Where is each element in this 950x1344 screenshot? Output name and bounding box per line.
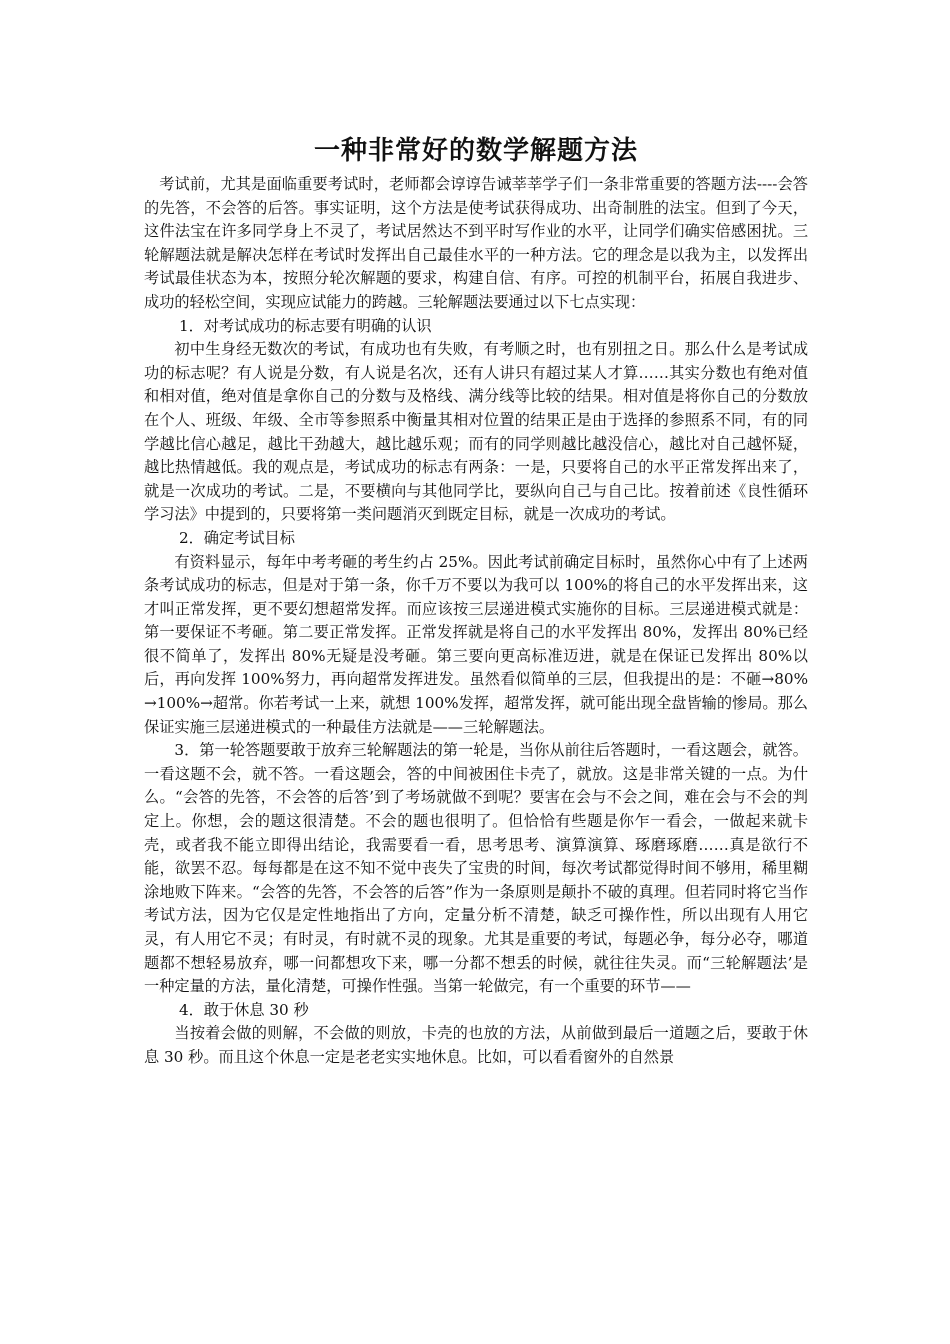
section-1-paragraph: 初中生身经无数次的考试，有成功也有失败，有考顺之时，也有别扭之日。那么什么是考试成功的标志呢？有人说是分数，有人说是名次，还有人讲只有超过某人才算……其实分数也有绝对值和相对值，绝对值是拿你自己的分数与及格线、满分线等比较的结果。相对值是将你自己的分数放在个人、班级、年级、全市等参照系中衡量其相对位置的结果正是由于选择的参照系不同，有的同学越比信心越足，越比干劲越大，越比越乐观；而有的同学则越比越没信心，越比对自己越怀疑，越比热情越低。我的观点是，考试成功的标志有两条：一是，只要将自己的水平正常发挥出来了，就是一次成功的考试。二是，不要横向与其他同学比，要纵向自己与自己比。按着前述《良性循环学习法》中提到的，只要将第一类问题消灭到既定目标，就是一次成功的考试。 (144, 340, 808, 524)
section-4-heading: 4．敢于休息 30 秒 (178, 1000, 309, 1019)
document-title: 一种非常好的数学解题方法 (313, 136, 638, 166)
section-3-paragraph: 3．第一轮答题要敢于放弃三轮解题法的第一轮是，当你从前往后答题时，一看这题会，就答。一看这题不会，就不答。一看这题会，答的中间被困住卡壳了，就放。这是非常关键的一点。为什么。“会答的先答，不会答的后答’到了考场就做不到呢？要害在会与不会之间，难在会与不会的判定上。你想，会的题这很清楚。不会的题也很明了。但恰恰有些题是你乍一看会，一做起来就卡壳，或者我不能立即得出结论，我需要看一看，思考思考、演算演算、琢磨琢磨……真是欲行不能，欲罢不忍。每每都是在这不知不觉中丧失了宝贵的时间，每次考试都觉得时间不够用，稀里糊涂地败下阵来。“会答的先答，不会答的后答”作为一条原则是颠扑不破的真理。但若同时将它当作考试方法，因为它仅是定性地指出了方向，定量分析不清楚，缺乏可操作性，所以出现有人用它灵，有人用它不灵；有时灵，有时就不灵的现象。尤其是重要的考试，每题必争，每分必夺，哪道题都不想轻易放弃，哪一问都想攻下来，哪一分都不想丢的时候，就往往失灵。而“三轮解题法’是一种定量的方法，量化清楚，可操作性强。当第一轮做完，有一个重要的环节—— (144, 741, 808, 996)
document-body (144, 133, 808, 1070)
intro-paragraph: 考试前，尤其是面临重要考试时，老师都会谆谆告诫莘莘学子们一条非常重要的答题方法----会答的先答，不会答的后答。事实证明，这个方法是使考试获得成功、出奇制胜的法宝。但到了今天，这件法宝在许多同学身上不灵了，考试居然达不到平时写作业的水平，让同学们确实倍感困扰。三轮解题法就是解决怎样在考试时发挥出自己最佳水平的一种方法。它的理念是以我为主，以发挥出考试最佳状态为本，按照分轮次解题的要求，构建自信、有序。可控的机制平台，拓展自我进步、成功的轻松空间，实现应试能力的跨越。三轮解题法要通过以下七点实现： (144, 175, 808, 311)
section-1-heading: 1．对考试成功的标志要有明确的认识 (178, 316, 432, 335)
section-2-heading: 2．确定考试目标 (178, 528, 295, 547)
section-2-paragraph: 有资料显示，每年中考考砸的考生约占 25%。因此考试前确定目标时，虽然你心中有了上述两条考试成功的标志，但是对于第一条，你千万不要以为我可以 100%的将自己的水平发挥出来，这才叫正常发挥，更不要幻想超常发挥。而应该按三层递进模式实施你的目标。三层递进模式就是：第一要保证不考砸。第二要正常发挥。正常发挥就是将自己的水平发挥出 80%，发挥出 80%已经很不简单了，发挥出 80%无疑是没考砸。第三要向更高标准迈进，就是在保证已发挥出 80%以后，再向发挥 100%努力，再向超常发挥进发。虽然看似简单的三层，但我提出的是：不砸→80%→100%→超常。你若考试一上来，就想 100%发挥，超常发挥，就可能出现全盘皆输的惨局。那么保证实施三层递进模式的一种最佳方法就是——三轮解题法。 (144, 552, 808, 736)
section-4-paragraph: 当按着会做的则解，不会做的则放，卡壳的也放的方法，从前做到最后一道题之后，要敢于休息 30 秒。而且这个休息一定是老老实实地休息。比如，可以看看窗外的自然景 (144, 1024, 808, 1066)
